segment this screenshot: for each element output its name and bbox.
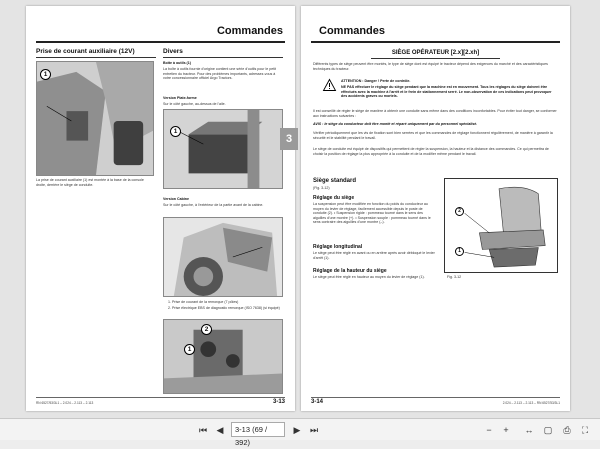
viewer-toolbar bbox=[0, 418, 600, 447]
section-title-divers: Divers bbox=[163, 48, 183, 55]
page-number-value: 3-13 (69 / 392) bbox=[235, 425, 268, 447]
fit-page-icon[interactable]: ▢ bbox=[543, 425, 553, 435]
callout-1: 1 bbox=[184, 344, 195, 355]
page-3-13 bbox=[26, 6, 295, 411]
cab-version-text: Sur le côté gauche, à l'extérieur de la partie avant de la cabine. bbox=[163, 203, 264, 207]
page-number: 3-14 bbox=[311, 399, 324, 405]
fullscreen-icon[interactable]: ⛶ bbox=[581, 425, 589, 435]
zoom-in-icon[interactable]: + bbox=[503, 425, 509, 435]
section-rule bbox=[36, 57, 156, 58]
page-number-input[interactable] bbox=[231, 422, 285, 447]
footer-rule bbox=[36, 397, 285, 398]
seat-maintenance: Vérifier périodiquement que les vis de fixation sont bien serrées et que les commandes de réglage fonctionnent régulièrement, de manière à garantir la sécurité et le stabilité pendant le travail. bbox=[313, 131, 553, 140]
cab-exterior-illustration bbox=[164, 218, 282, 296]
header-rule bbox=[36, 41, 285, 43]
longitudinal-title: Réglage longitudinal bbox=[313, 244, 363, 250]
standard-seat-title: Siège standard bbox=[313, 178, 357, 184]
cab-exterior-photo bbox=[163, 217, 283, 297]
list-item-2: 2. Prise électrique EBS de diagnostic remorque (ISO 7638) (si équipé) bbox=[168, 306, 280, 310]
prev-page-icon[interactable]: ◀ bbox=[216, 425, 224, 435]
warning-title: ATTENTION : Danger ! Perte de contrôle. bbox=[341, 79, 411, 83]
print-icon[interactable]: ⎙ bbox=[563, 425, 571, 435]
fit-width-icon[interactable]: ↔ bbox=[524, 425, 534, 435]
seat-adjust-text: La suspension peut être modifiée en fonction du poids du conducteur au moyen du levier de réglage, facilement accessible depuis le poste de conduite (2). • Suspension rigide : pommeau tourné dans le sens des aiguilles d'une montre (+). • Suspension souple : pommeau tourné dans le sens contraire des aiguilles d'une montre (–). bbox=[313, 202, 431, 225]
height-text: Le siège peut être réglé en hauteur au moyen du levier de réglage (1). bbox=[313, 275, 425, 279]
footer-code: RN 6527/53/3L1 – 2.024 – 2.113 – 2.113 bbox=[36, 401, 94, 405]
toolbox-title: Boîte à outils (1) bbox=[163, 61, 191, 65]
page-3-14 bbox=[301, 6, 570, 411]
callout-2: 2 bbox=[455, 207, 464, 216]
callout-1: 1 bbox=[170, 126, 181, 137]
page-header: Commandes bbox=[319, 25, 386, 37]
toolbox-illustration bbox=[164, 110, 282, 188]
trailer-socket-illustration bbox=[164, 320, 282, 393]
warning-triangle-icon bbox=[323, 79, 336, 91]
power-socket-photo bbox=[36, 61, 154, 176]
list-item-1: 1. Prise de courant de la remorque (7 pôles) bbox=[168, 300, 239, 304]
warning-text: NE PAS effectuer le réglage du siège pendant que la machine est en mouvement. Tous les réglages du siège doivent être effectués avec la machine à l'arrêt et le frein de stationnement serré. Le non-observation de ces indications peut provoquer des accidents graves ou mortels. bbox=[341, 85, 552, 99]
power-socket-illustration bbox=[37, 62, 153, 175]
warning-box bbox=[323, 77, 555, 107]
last-page-icon[interactable]: ⏭ bbox=[309, 425, 319, 435]
callout-2: 2 bbox=[201, 324, 212, 335]
seat-figure bbox=[444, 178, 558, 273]
footer-rule bbox=[311, 397, 560, 398]
trailer-socket-photo bbox=[163, 319, 283, 394]
section-rule bbox=[163, 57, 283, 58]
zoom-out-icon[interactable]: − bbox=[486, 425, 492, 435]
cab-version-title: Version Cabine bbox=[163, 197, 189, 201]
figure-label: Fig. 3-12 bbox=[447, 275, 462, 279]
seat-notice: AVIS : le siège du conducteur doit être monté et réparé uniquement par du personnel spécialisé. bbox=[313, 122, 478, 126]
callout-1: 1 bbox=[455, 247, 464, 256]
seat-illustration bbox=[445, 179, 557, 272]
seat-features: Le siège de conduite est équipé de dispositifs qui permettent de régler la suspension, la hauteur et la distance des commandes. Ce qui permettra de choisir la position de réglage la plus appropriée à la conduite et de la modifier même pendant le travail. bbox=[313, 147, 549, 156]
seat-intro: Différents types de siège peuvent être montés, le type de siège dont est équipé le tracteur dépend des exigences du marché et des caractéristiques techniques du tracteur. bbox=[313, 62, 548, 71]
page-number: 3-13 bbox=[272, 399, 285, 405]
section-rule bbox=[371, 58, 500, 59]
toolbox-text: La boîte à outils fournie d'origine contient une série d'outils pour le petit entretien du tracteur. Pour des problèmes importants, adressez-vous à votre concessionnaire officiel Argo Tractors. bbox=[163, 67, 277, 81]
callout-1: 1 bbox=[40, 69, 51, 80]
header-rule bbox=[311, 41, 560, 43]
platform-version-text: Sur le côté gauche, au-dessus de l'aile. bbox=[163, 102, 226, 106]
height-title: Réglage de la hauteur du siège bbox=[313, 268, 387, 274]
next-page-icon[interactable]: ▶ bbox=[293, 425, 301, 435]
toolbox-photo bbox=[163, 109, 283, 189]
standard-seat-fig-ref: (Fig. 3-12) bbox=[313, 186, 330, 190]
platform-version-title: Version Plate-forme bbox=[163, 96, 197, 100]
power-socket-caption: La prise de courant auxiliaire (1) est montée à la base de la console droite, derrière le siège de conduite. bbox=[36, 178, 144, 187]
chapter-tab: 3 bbox=[280, 128, 298, 150]
section-title-seat: SIÈGE OPÉRATEUR [2.x][2.xh] bbox=[391, 50, 480, 56]
seat-adjust-title: Réglage du siège bbox=[313, 195, 355, 201]
longitudinal-text: Le siège peut être réglé en avant ou en arrière après avoir débloqué le levier d'arrêt (1). bbox=[313, 251, 435, 260]
page-header: Commandes bbox=[216, 25, 283, 37]
seat-advice: Il est conseillé de régler le siège de manière à obtenir une conduite sans même dans des conditions inconfortables. Pour éviter tout danger, se conformer aux instructions suivantes : bbox=[313, 109, 557, 118]
footer-code: 2.024 – 2.113 – 2.113 – RN 6527/53/3L1 bbox=[502, 401, 560, 405]
section-title-power-socket: Prise de courant auxiliaire (12V) bbox=[36, 48, 135, 55]
first-page-icon[interactable]: ⏮ bbox=[198, 425, 208, 435]
